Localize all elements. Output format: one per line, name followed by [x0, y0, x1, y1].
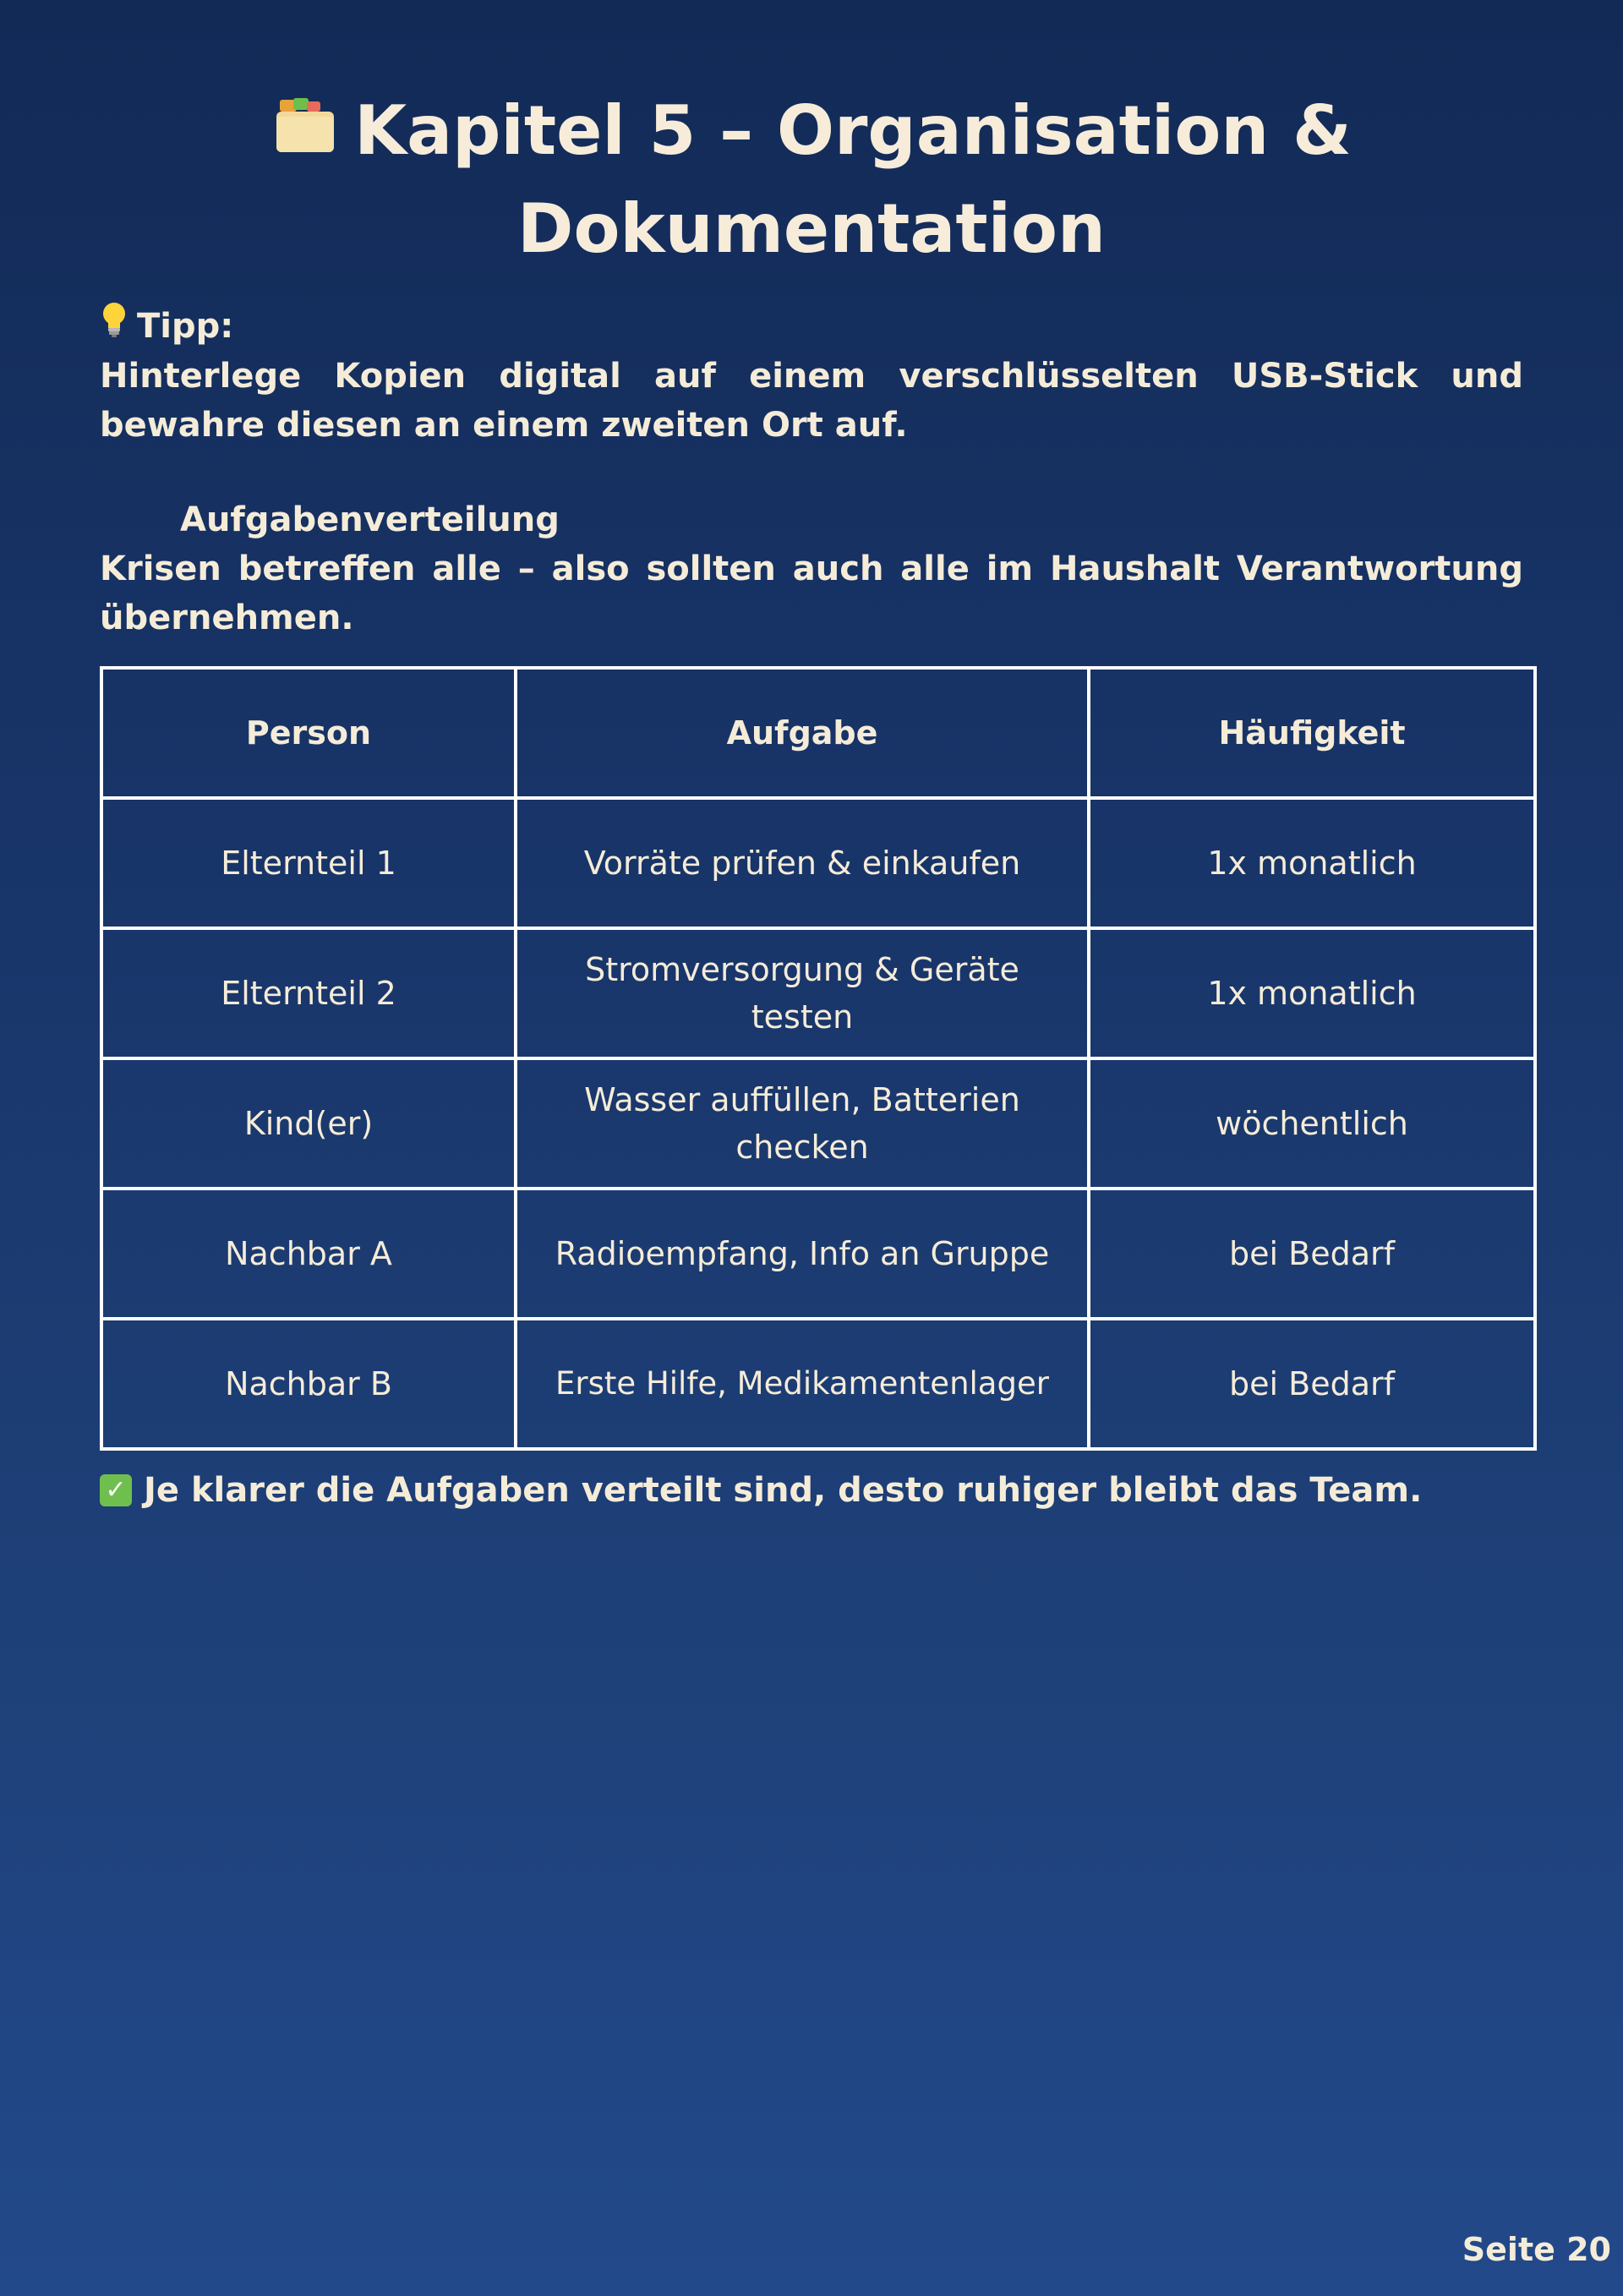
- table-cell-person: Kind(er): [101, 1058, 516, 1189]
- tip-heading: [100, 301, 1523, 352]
- table-cell-frequency: 1x monatlich: [1089, 928, 1535, 1058]
- column-header-task: Aufgabe: [516, 668, 1089, 798]
- table-row: [101, 1189, 1535, 1319]
- tip-label: Tipp:: [137, 307, 234, 346]
- column-header-person: Person: [101, 668, 516, 798]
- table-cell-person: Nachbar A: [101, 1189, 516, 1319]
- chapter-title-line1: Kapitel 5 – Organisation &: [354, 91, 1352, 170]
- table-cell-person: Elternteil 2: [101, 928, 516, 1058]
- table-row: [101, 1319, 1535, 1449]
- table-cell-person: Nachbar B: [101, 1319, 516, 1449]
- page-number: Seite 20: [1462, 2231, 1611, 2268]
- light-bulb-icon: [100, 301, 128, 352]
- table-cell-task: Radioempfang, Info an Gruppe: [516, 1189, 1089, 1319]
- table-row: [101, 1058, 1535, 1189]
- tip-text: Hinterlege Kopien digital auf einem verschlüsselten USB-Stick und bewahre diesen an einem zweiten Ort auf.: [100, 357, 1523, 445]
- task-distribution-section: [100, 495, 1523, 642]
- table-cell-task: Stromversorgung & Geräte testen: [516, 928, 1089, 1058]
- summary-text: Je klarer die Aufgaben verteilt sind, desto ruhiger bleibt das Team.: [144, 1471, 1423, 1510]
- table-cell-task: Wasser auffüllen, Batterien checken: [516, 1058, 1089, 1189]
- task-distribution-intro: Krisen betreffen alle – also sollten auch alle im Haushalt Verantwortung übernehmen.: [100, 549, 1523, 637]
- summary-note: [100, 1466, 1537, 1515]
- chapter-title: [186, 85, 1437, 276]
- column-header-frequency: Häufigkeit: [1089, 668, 1535, 798]
- task-table: [100, 666, 1537, 1451]
- check-mark-icon: ✓: [100, 1474, 132, 1506]
- table-cell-frequency: wöchentlich: [1089, 1058, 1535, 1189]
- table-row: [101, 798, 1535, 928]
- table-cell-frequency: bei Bedarf: [1089, 1189, 1535, 1319]
- table-header-row: [101, 668, 1535, 798]
- table-cell-frequency: 1x monatlich: [1089, 798, 1535, 928]
- table-cell-task: Vorräte prüfen & einkaufen: [516, 798, 1089, 928]
- table-cell-task: Erste Hilfe, Medikamentenlager: [516, 1319, 1089, 1449]
- card-index-dividers-icon: [271, 90, 339, 183]
- table-cell-person: Elternteil 1: [101, 798, 516, 928]
- tip-section: [100, 301, 1523, 450]
- task-distribution-heading: Aufgabenverteilung: [180, 500, 560, 539]
- chapter-title-line2: Dokumentation: [517, 189, 1106, 268]
- table-cell-frequency: bei Bedarf: [1089, 1319, 1535, 1449]
- table-row: [101, 928, 1535, 1058]
